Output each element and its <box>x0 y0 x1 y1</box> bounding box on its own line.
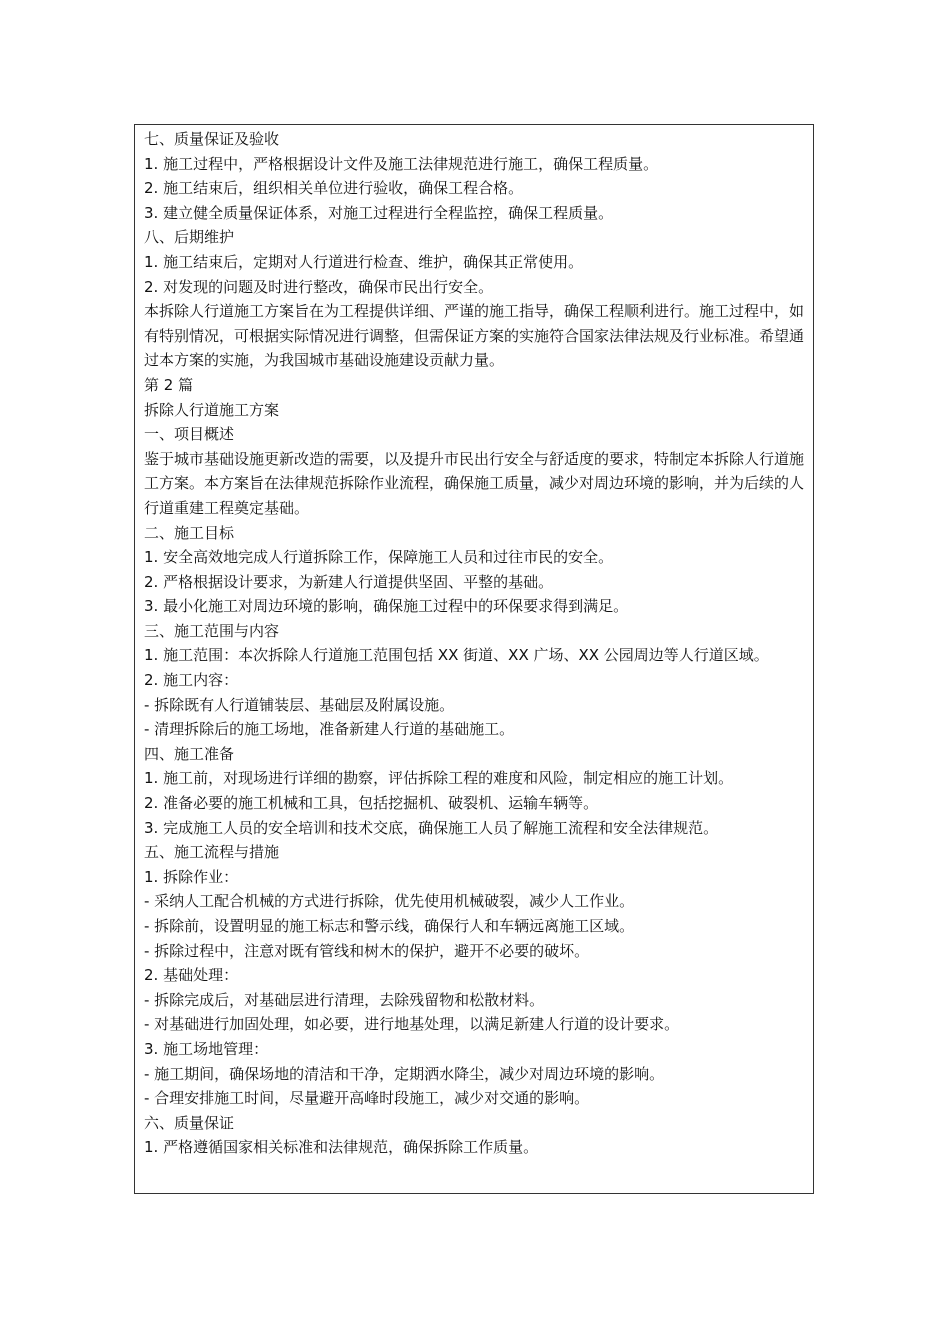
text-line: - 合理安排施工时间，尽量避开高峰时段施工，减少对交通的影响。 <box>144 1089 590 1108</box>
text-line: - 拆除过程中，注意对既有管线和树木的保护，避开不必要的破坏。 <box>144 941 590 960</box>
section-heading-4: 四、施工准备 <box>144 744 235 763</box>
overview-paragraph: 鉴于城市基础设施更新改造的需要，以及提升市民出行安全与舒适度的要求，特制定本拆除人行道施工方案。本方案旨在法律规范拆除作业流程，确保施工质量，减少对周边环境的影响，并为后续的人行道重建工程奠定基础。 <box>144 449 805 517</box>
text-line: 1. 拆除作业： <box>144 867 239 886</box>
section-heading-1: 一、项目概述 <box>144 425 235 444</box>
text-line: 3. 施工场地管理： <box>144 1039 269 1058</box>
closing-paragraph: 本拆除人行道施工方案旨在为工程提供详细、严谨的施工指导，确保工程顺利进行。施工过程中，如有特别情况，可根据实际情况进行调整，但需保证方案的实施符合国家法律法规及行业标准。希望通过本方案的实施，为我国城市基础设施建设贡献力量。 <box>144 302 805 370</box>
text-line: - 拆除既有人行道铺装层、基础层及附属设施。 <box>144 695 455 714</box>
section-heading-8: 八、后期维护 <box>144 228 235 247</box>
text-line: 1. 施工过程中，严格根据设计文件及施工法律规范进行施工，确保工程质量。 <box>144 154 659 173</box>
text-line: - 拆除完成后，对基础层进行清理，去除残留物和松散材料。 <box>144 990 545 1009</box>
text-line: 2. 施工内容： <box>144 671 239 690</box>
scope-paragraph: 1. 施工范围：本次拆除人行道施工范围包括 XX 街道、XX 广场、XX 公园周边等人行道区域。 <box>144 646 769 665</box>
text-line: - 施工期间，确保场地的清洁和干净，定期洒水降尘，减少对周边环境的影响。 <box>144 1064 665 1083</box>
text-line: 1. 施工结束后，定期对人行道进行检查、维护，确保其正常使用。 <box>144 252 584 271</box>
text-line: - 对基础进行加固处理，如必要，进行地基处理，以满足新建人行道的设计要求。 <box>144 1015 680 1034</box>
text-line: 3. 完成施工人员的安全培训和技术交底，确保施工人员了解施工流程和安全法律规范。 <box>144 818 719 837</box>
document-title: 拆除人行道施工方案 <box>144 400 280 419</box>
section-heading-6: 六、质量保证 <box>144 1113 235 1132</box>
text-line: 2. 严格根据设计要求，为新建人行道提供坚固、平整的基础。 <box>144 572 554 591</box>
text-line: 3. 建立健全质量保证体系，对施工过程进行全程监控，确保工程质量。 <box>144 203 614 222</box>
text-line: 1. 严格遵循国家相关标准和法律规范，确保拆除工作质量。 <box>144 1138 539 1157</box>
text-line: 2. 施工结束后，组织相关单位进行验收，确保工程合格。 <box>144 179 524 198</box>
text-line: 1. 安全高效地完成人行道拆除工作，保障施工人员和过往市民的安全。 <box>144 548 614 567</box>
text-line: - 清理拆除后的施工场地，准备新建人行道的基础施工。 <box>144 720 515 739</box>
part-label: 第 2 篇 <box>144 375 194 394</box>
section-heading-3: 三、施工范围与内容 <box>144 621 280 640</box>
text-line: 2. 对发现的问题及时进行整改，确保市民出行安全。 <box>144 277 494 296</box>
section-heading-2: 二、施工目标 <box>144 523 235 542</box>
section-heading-7: 七、质量保证及验收 <box>144 130 280 148</box>
text-line: 2. 准备必要的施工机械和工具，包括挖掘机、破裂机、运输车辆等。 <box>144 794 599 813</box>
text-line: 3. 最小化施工对周边环境的影响，确保施工过程中的环保要求得到满足。 <box>144 597 629 616</box>
document-text-frame <box>134 124 814 1194</box>
text-line: 1. 施工前，对现场进行详细的勘察，评估拆除工程的难度和风险，制定相应的施工计划。 <box>144 769 734 788</box>
text-line: 2. 基础处理： <box>144 966 239 985</box>
text-line: - 拆除前，设置明显的施工标志和警示线，确保行人和车辆远离施工区域。 <box>144 917 635 935</box>
text-line: - 采纳人工配合机械的方式进行拆除，优先使用机械破裂，减少人工作业。 <box>144 892 635 911</box>
section-heading-5: 五、施工流程与措施 <box>144 843 280 862</box>
